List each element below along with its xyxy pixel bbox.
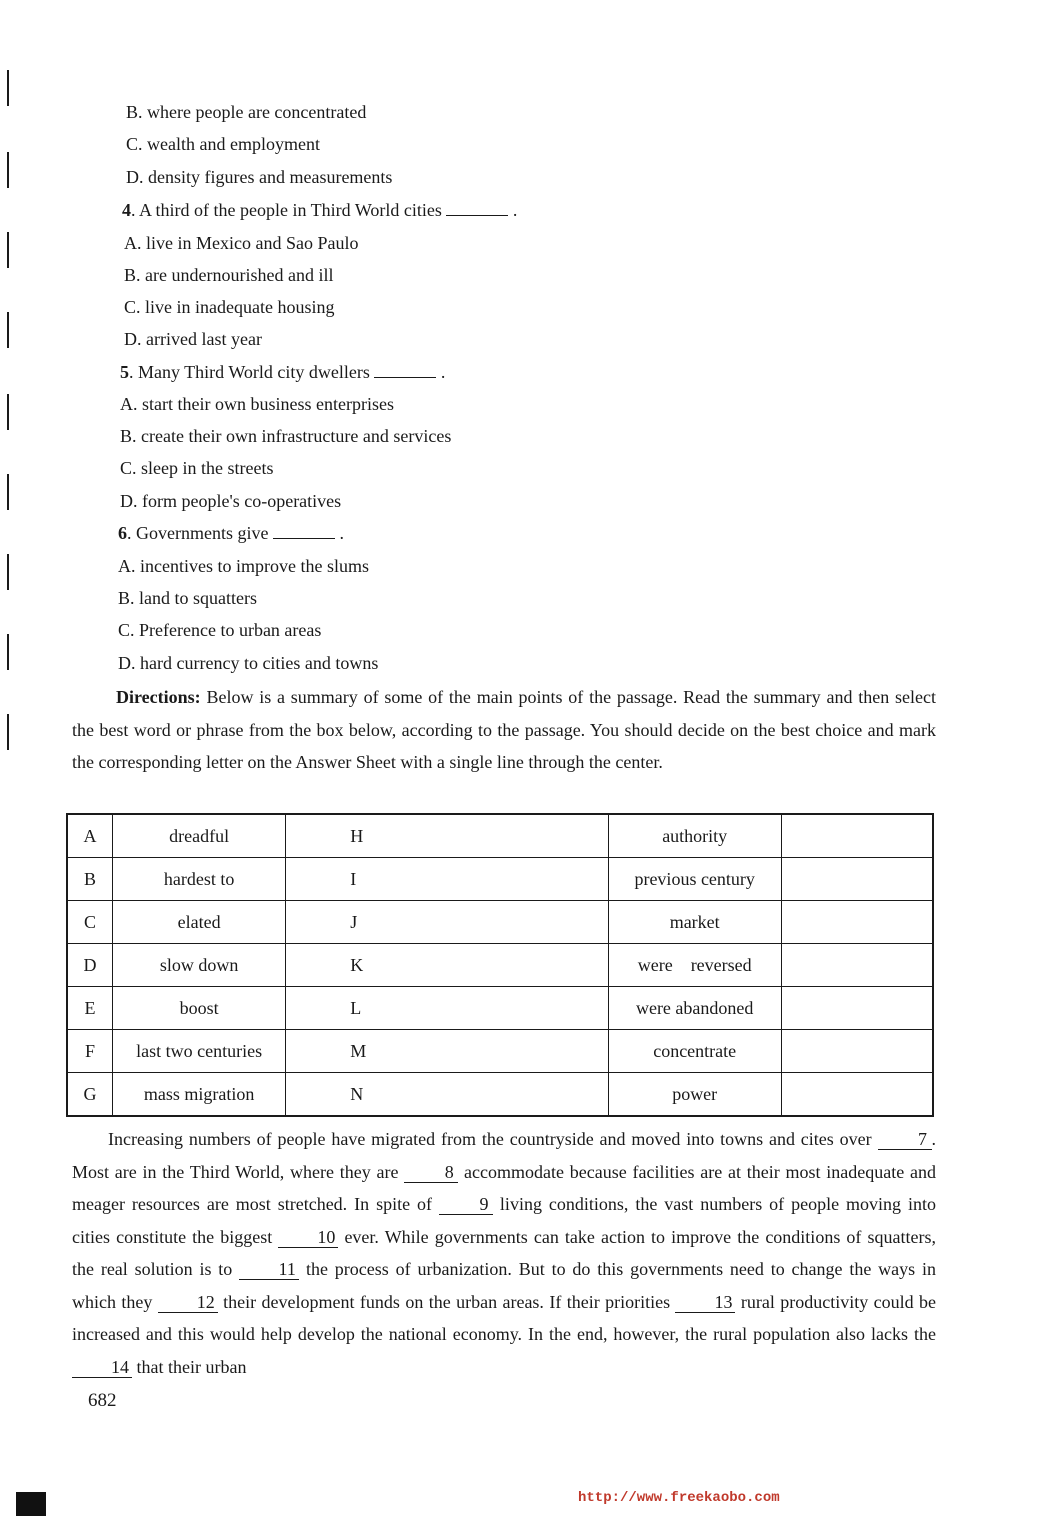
table-row	[67, 901, 933, 944]
margin-mark	[7, 232, 9, 268]
answer-blank	[446, 201, 508, 216]
word-box-table	[66, 813, 934, 1117]
blank-9: 9	[439, 1194, 493, 1215]
option-5a: A. start their own business enterprises	[120, 394, 394, 414]
summary-text: living conditions, the vast numbers of people moving into cities constitute the biggest	[72, 1194, 936, 1247]
option-word: dreadful	[113, 814, 286, 858]
option-word: were reversed	[608, 944, 781, 987]
table-row	[67, 858, 933, 901]
option-letter: M	[286, 1030, 608, 1073]
option-3b: B. where people are concentrated	[126, 102, 367, 122]
directions-paragraph	[72, 681, 936, 779]
option-word: were abandoned	[608, 987, 781, 1030]
option-word: power	[608, 1073, 781, 1117]
question-end: .	[512, 200, 518, 220]
option-letter: D	[67, 944, 113, 987]
option-4a: A. live in Mexico and Sao Paulo	[124, 233, 359, 253]
option-5c: C. sleep in the streets	[120, 458, 274, 478]
question-number: 4	[122, 200, 131, 220]
option-letter: B	[67, 858, 113, 901]
blank-14: 14	[72, 1357, 132, 1378]
empty-cell	[781, 814, 933, 858]
directions-text: Below is a summary of some of the main points of the passage. Read the summary and then select the best word or phrase from the box below, according to the passage. You should decide on the best choice and mark the corresponding letter on the Answer Sheet with a single line through the center.	[72, 687, 936, 772]
answer-blank	[273, 524, 335, 539]
summary-text: their development funds on the urban areas. If their priorities	[217, 1291, 676, 1312]
margin-mark	[7, 394, 9, 430]
table-row	[67, 944, 933, 987]
option-word: hardest to	[113, 858, 286, 901]
option-letter: L	[286, 987, 608, 1030]
footer-url: http://www.freekaobo.com	[578, 1490, 780, 1506]
question-number: 6	[118, 523, 127, 543]
option-4b: B. are undernourished and ill	[124, 265, 334, 285]
empty-cell	[781, 1030, 933, 1073]
question-number: 5	[120, 362, 129, 382]
margin-mark	[7, 152, 9, 188]
blank-13: 13	[675, 1292, 735, 1313]
margin-mark	[7, 714, 9, 750]
option-word: boost	[113, 987, 286, 1030]
option-letter: I	[286, 858, 608, 901]
option-letter: K	[286, 944, 608, 987]
table-row	[67, 987, 933, 1030]
empty-cell	[781, 944, 933, 987]
question-text: . Governments give	[127, 523, 269, 543]
option-3d: D. density figures and measurements	[126, 167, 393, 187]
option-word: mass migration	[113, 1073, 286, 1117]
option-5d: D. form people's co-operatives	[120, 491, 342, 511]
summary-text: the process of urbanization. But to do this governments need to change the ways in which they	[72, 1259, 937, 1312]
option-6a: A. incentives to improve the slums	[118, 556, 369, 576]
margin-mark	[7, 312, 9, 348]
option-word: last two centuries	[113, 1030, 286, 1073]
margin-mark	[7, 474, 9, 510]
summary-text: accommodate because facilities are at their most inadequate and meager resources are most stretched. In spite of	[72, 1161, 936, 1214]
empty-cell	[781, 1073, 933, 1117]
option-6d: D. hard currency to cities and towns	[118, 653, 379, 673]
table-row	[67, 814, 933, 858]
option-word: previous century	[608, 858, 781, 901]
option-word: concentrate	[608, 1030, 781, 1073]
summary-text: ever. While governments can take action to improve the conditions of squatters, the real solution is to	[72, 1226, 936, 1279]
option-letter: H	[286, 814, 608, 858]
summary-text: rural productivity could be increased and this would help develop the national economy. In the end, however, the rural population also lacks the	[72, 1291, 937, 1344]
page-number: 682	[88, 1390, 117, 1411]
question-text: . A third of the people in Third World cities	[131, 200, 442, 220]
answer-blank	[374, 363, 436, 378]
option-4c: C. live in inadequate housing	[124, 297, 335, 317]
option-word: market	[608, 901, 781, 944]
option-letter: C	[67, 901, 113, 944]
margin-mark	[7, 70, 9, 106]
option-5b: B. create their own infrastructure and services	[120, 426, 452, 446]
option-word: slow down	[113, 944, 286, 987]
option-4d: D. arrived last year	[124, 329, 262, 349]
option-6b: B. land to squatters	[118, 588, 257, 608]
question-end: .	[339, 523, 344, 543]
directions-heading: Directions:	[116, 687, 201, 707]
option-word: authority	[608, 814, 781, 858]
empty-cell	[781, 901, 933, 944]
blank-12: 12	[158, 1292, 218, 1313]
option-letter: G	[67, 1073, 113, 1117]
option-3c: C. wealth and employment	[126, 134, 320, 154]
option-word: elated	[113, 901, 286, 944]
option-letter: N	[286, 1073, 608, 1117]
question-text: . Many Third World city dwellers	[129, 362, 370, 382]
margin-mark	[7, 554, 9, 590]
margin-mark	[7, 634, 9, 670]
option-letter: J	[286, 901, 608, 944]
option-letter: A	[67, 814, 113, 858]
question-4	[122, 199, 517, 221]
empty-cell	[781, 858, 933, 901]
summary-text: that their urban	[132, 1356, 247, 1377]
blank-11: 11	[239, 1259, 299, 1280]
option-letter: F	[67, 1030, 113, 1073]
question-end: .	[440, 362, 446, 382]
table-row	[67, 1030, 933, 1073]
option-6c: C. Preference to urban areas	[118, 620, 322, 640]
question-5	[120, 361, 445, 383]
blank-10: 10	[278, 1227, 338, 1248]
empty-cell	[781, 987, 933, 1030]
table-row	[67, 1073, 933, 1117]
blank-8: 8	[404, 1162, 458, 1183]
summary-paragraph	[72, 1123, 936, 1383]
question-6	[118, 522, 344, 544]
option-letter: E	[67, 987, 113, 1030]
summary-text: . Most are in the Third World, where they are	[72, 1129, 936, 1182]
scan-corner-mark	[16, 1492, 46, 1516]
blank-7: 7	[878, 1129, 932, 1150]
summary-text: Increasing numbers of people have migrated from the countryside and moved into towns and cites over	[108, 1129, 878, 1149]
